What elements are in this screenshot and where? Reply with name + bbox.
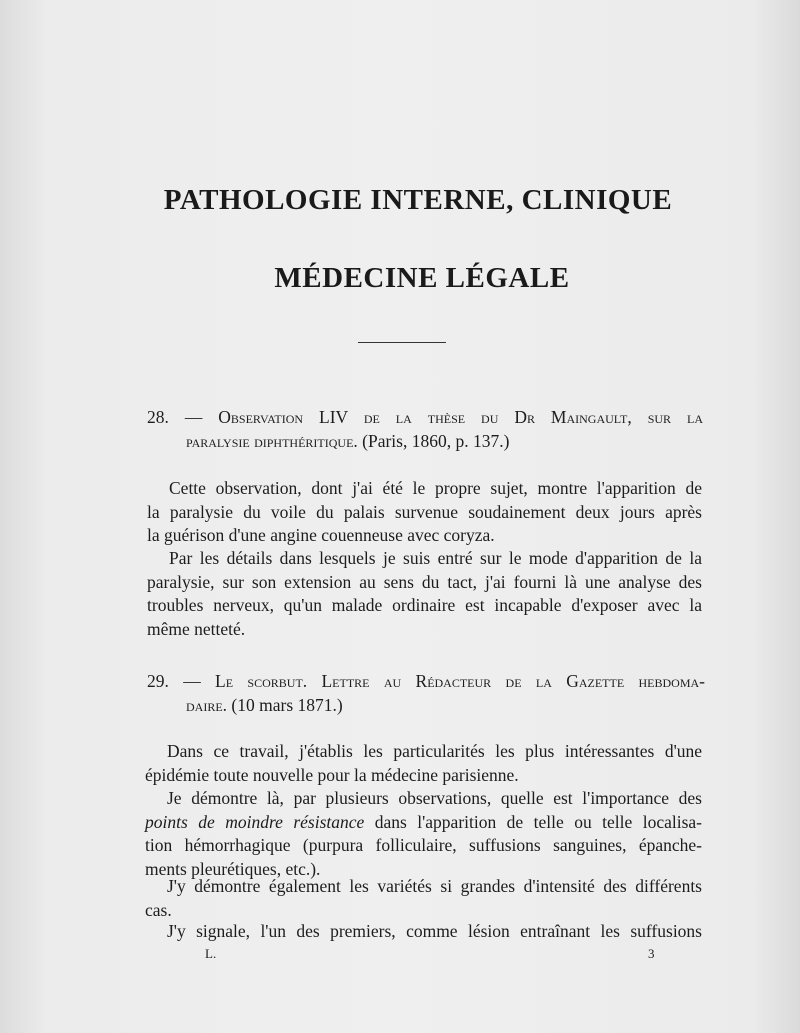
text-line: troubles nerveux, qu'un malade ordinaire est incapable d'exposer avec la (147, 595, 702, 615)
entry-29-paragraph-2 (145, 787, 702, 881)
text-line: Par les détails dans lesquels je suis entré sur le mode d'apparition de la (169, 548, 702, 568)
text-line: ments pleurétiques, etc.). (145, 858, 321, 879)
entry-28-reference: (Paris, 1860, p. 137.) (357, 431, 510, 451)
entry-29-paragraph-1 (145, 740, 702, 787)
entry-29-heading-cont (186, 694, 706, 718)
page-subtitle: MÉDECINE LÉGALE (274, 262, 570, 294)
page-title: PATHOLOGIE INTERNE, CLINIQUE (163, 184, 673, 216)
text-line: Cette observation, dont j'ai été le propre sujet, montre l'apparition de (169, 478, 702, 498)
signature-mark: L. (205, 946, 217, 961)
text-line: la paralysie du voile du palais survenue soudainement deux jours après (147, 501, 702, 522)
bleed-through-background (120, 92, 700, 362)
text-line: épidémie toute nouvelle pour la médecine parisienne. (145, 764, 519, 785)
text-line: Je démontre là, par plusieurs observations, quelle est l'importance des (167, 788, 702, 808)
text-line: Dans ce travail, j'établis les particularités les plus intéressantes d'une (167, 741, 702, 761)
entry-28-heading: 28. — Observation LIV de la thèse du Dr Maingault, sur la (147, 407, 703, 427)
section-divider (358, 342, 446, 343)
text-line: cas. (145, 899, 172, 920)
entry-28-paragraph-1 (147, 477, 702, 548)
text-span: dans l'apparition de telle ou telle localisa- (364, 811, 703, 832)
entry-29-paragraph-4 (145, 920, 702, 944)
text-line: la guérison d'une angine couenneuse avec coryza. (147, 525, 495, 545)
entry-29-subject: daire. (186, 695, 228, 715)
text-line: J'y signale, l'un des premiers, comme lésion entraînant les suffusions (167, 921, 702, 941)
entry-28-paragraph-2 (147, 547, 702, 641)
entry-28-heading-cont (186, 430, 706, 454)
text-line: tion hémorrhagique (purpura folliculaire, suffusions sanguines, épanche- (145, 835, 702, 855)
text-line (145, 811, 702, 835)
text-line: paralysie, sur son extension au sens du tact, j'ai fourni là une analyse des (147, 571, 702, 592)
entry-29-heading: 29. — Le scorbut. Lettre au Rédacteur de la Gazette hebdoma- (147, 671, 705, 691)
text-line: même netteté. (147, 618, 246, 639)
emphasis: points de moindre résistance (145, 811, 365, 832)
entry-29-paragraph-3 (145, 875, 702, 922)
entry-29-reference: (10 mars 1871.) (227, 695, 343, 715)
entry-28-subject: paralysie diphthéritique. (186, 431, 358, 451)
text-line: J'y démontre également les variétés si grandes d'intensité des différents (167, 876, 702, 896)
page-number: 3 (648, 946, 655, 961)
